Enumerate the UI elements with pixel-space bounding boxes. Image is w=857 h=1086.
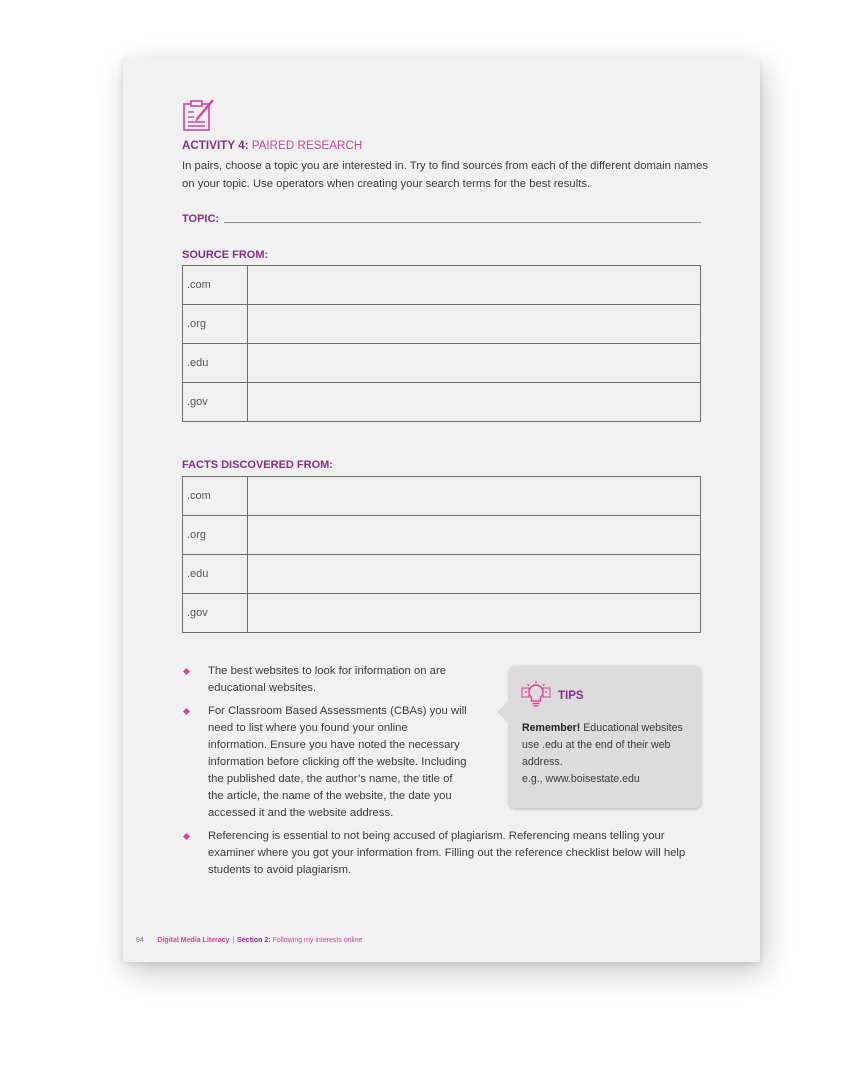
answer-cell[interactable] [248,344,701,383]
tips-emphasis: Remember! [522,722,581,734]
clipboard-pencil-icon [181,97,217,133]
domain-cell: .gov [183,383,248,422]
worksheet-page [123,58,760,962]
table-row [183,594,701,633]
domain-cell: .org [183,305,248,344]
sources-table [182,265,701,422]
section-label: Section 2: [237,937,271,944]
activity-number: ACTIVITY 4: [182,140,249,152]
table-row [183,516,701,555]
domain-cell: .gov [183,594,248,633]
table-row [183,477,701,516]
facts-table [182,476,701,633]
tips-title: TIPS [558,690,584,702]
page-number: 94 [136,937,144,944]
activity-instructions: In pairs, choose a topic you are interested in. Try to find sources from each of the different domain names on your topic. Use operators when creating your search terms for the best results. [182,160,709,190]
domain-cell: .edu [183,555,248,594]
activity-title [182,140,362,152]
topic-label: TOPIC: [182,213,220,225]
table-row [183,344,701,383]
table-row [183,305,701,344]
sources-title: SOURCE FROM: [182,249,269,261]
table-row [183,266,701,305]
answer-cell[interactable] [248,555,701,594]
answer-cell[interactable] [248,383,701,422]
table-row [183,383,701,422]
tips-callout [509,666,701,808]
tips-example: e.g., www.boisestate.edu [522,773,640,785]
section-title: Following my interests online [272,937,363,944]
page-footer [136,937,362,944]
answer-cell[interactable] [248,305,701,344]
domain-cell: .edu [183,344,248,383]
domain-cell: .org [183,516,248,555]
answer-cell[interactable] [248,477,701,516]
book-title: Digital Media Literacy [157,937,230,944]
domain-cell: .com [183,266,248,305]
tips-body [522,720,694,788]
list-item: For Classroom Based Assessments (CBAs) you will need to list where you found your online information. Ensure you have noted the necessary information before clicking off the website. Including the published date, the author’s name, the title of the article, the name of the website, the date you accessed it and the website address. [182,703,468,822]
answer-cell[interactable] [248,516,701,555]
answer-cell[interactable] [248,594,701,633]
facts-title: FACTS DISCOVERED FROM: [182,459,333,471]
lightbulb-icon [521,680,551,710]
answer-cell[interactable] [248,266,701,305]
topic-answer-line[interactable] [224,222,701,223]
domain-cell: .com [183,477,248,516]
footer-separator: | [232,937,235,944]
tips-text: Educational websites use .edu at the end of their web address. [522,722,683,768]
table-row [183,555,701,594]
list-item: Referencing is essential to not being accused of plagiarism. Referencing means telling your examiner where you got your information from. Filling out the reference checklist below will help students to avoid plagiarism. [182,828,702,879]
activity-subtitle: PAIRED RESEARCH [251,140,363,152]
list-item: The best websites to look for information on are educational websites. [182,663,468,697]
